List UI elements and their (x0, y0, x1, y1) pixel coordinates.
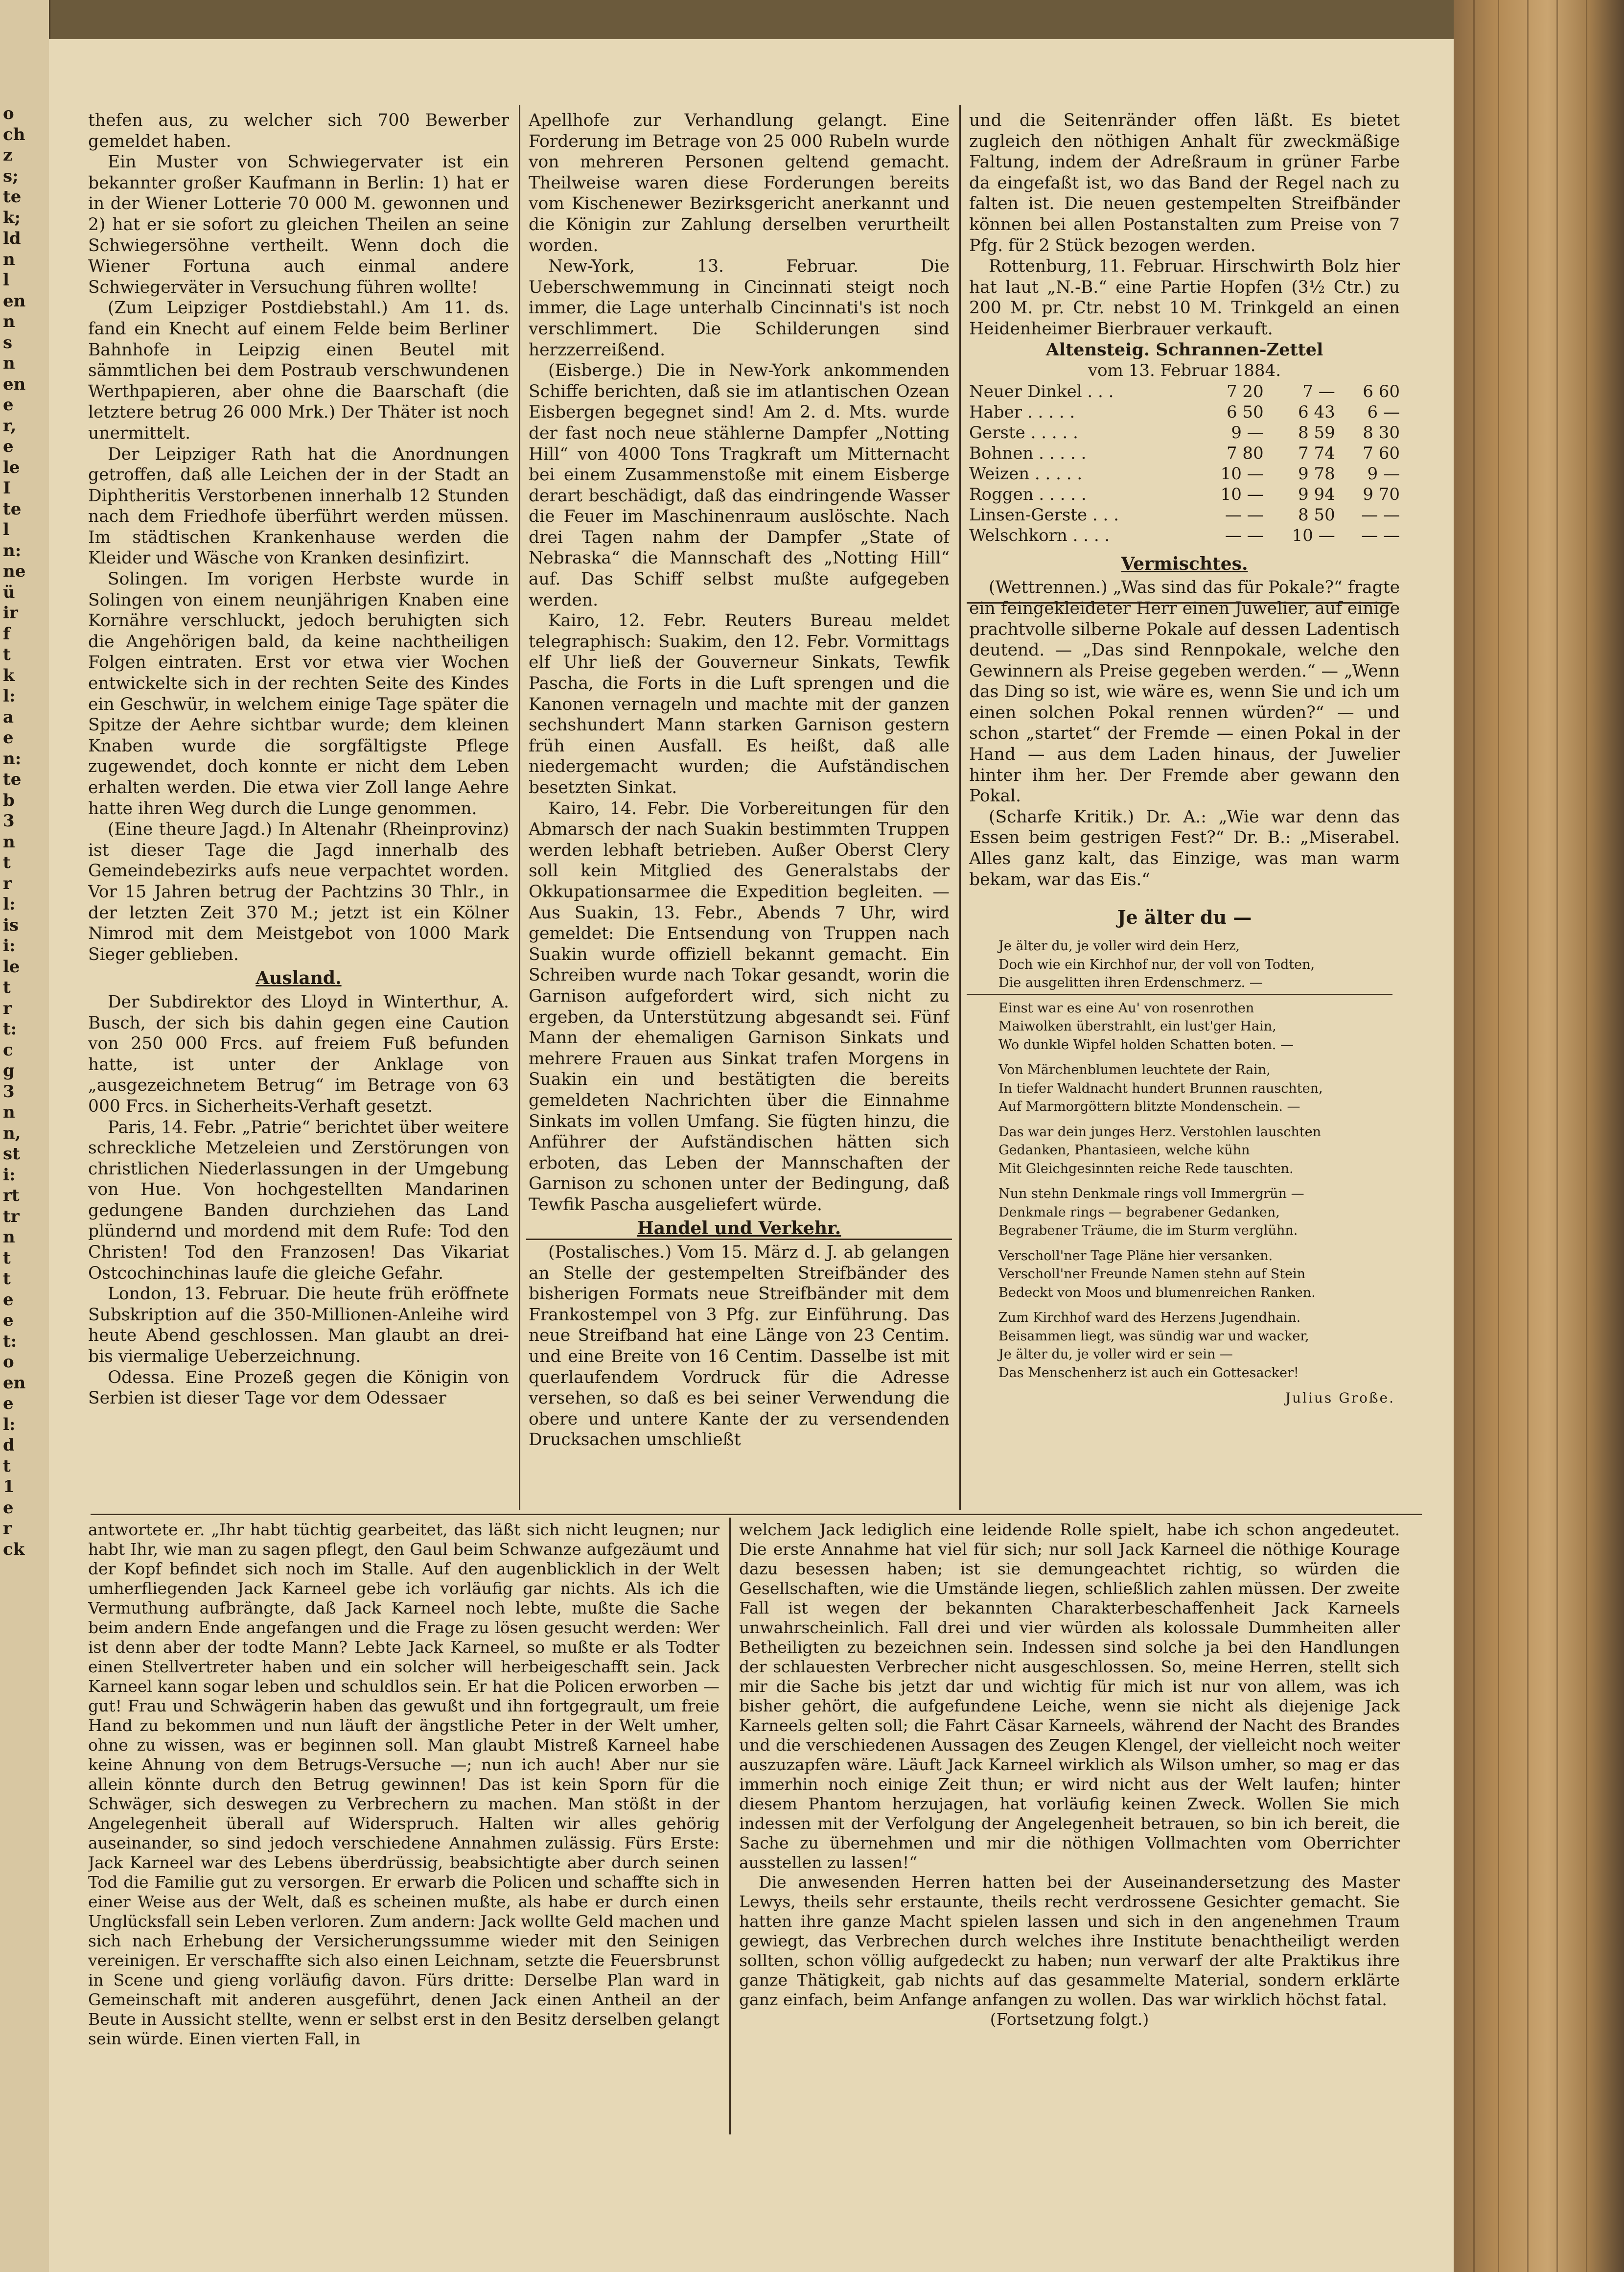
market-commodity: Bohnen . . . . . (969, 443, 1087, 463)
serial-right-p2: Die anwesenden Herren hatten bei der Auseinandersetzung des Master Lewys, theils sehr erstaunte, theils recht verdrossene Gesichter gemacht. Sie hatten ihre ganze Macht spielen lassen und sich in den angenehmen Traum gewiegt, das Verbrechen durch welches ihre Institute benachtheiligt werden sollten, schon völlig aufgedeckt zu haben; nun verwarf der alte Praktikus ihre ganze Thätigkeit, gab nichts auf das gesammelte Material, sondern erklärte ganz einfach, beim Anfange anfangen zu wollen. Das war wirklich höchst fatal. (739, 1873, 1400, 2009)
c1-p3: (Zum Leipziger Postdiebstahl.) Am 11. ds. fand ein Knecht auf einem Felde beim Berliner Bahnhofe in Leipzig einen Beutel mit sämmtlichen bei dem Postraub verschwundenen Werthpapieren, aber ohne die Baarschaft (die letztere betrug 26 000 Mrk.) Der Thäter ist noch unermittelt. (88, 298, 509, 443)
previous-page-fragment: l: (3, 686, 16, 706)
previous-page-fragment: rt (3, 1186, 20, 1205)
previous-page-fragment: ck (3, 1539, 25, 1559)
c1-p10: Odessa. Eine Prozeß gegen die Königin von Serbien ist dieser Tage vor dem Odessaer (88, 1367, 509, 1408)
poem-stanza (998, 1061, 1400, 1116)
previous-page-fragment: r (3, 1519, 12, 1538)
previous-page-fragment: b (3, 790, 15, 810)
poem-line: Beisammen liegt, was sündig war und wacker, (998, 1328, 1309, 1344)
market-price: — — (1225, 525, 1264, 545)
market-price: 7 60 (1363, 443, 1400, 463)
c3-p1: und die Seitenränder offen läßt. Es bietet zugleich den nöthigen Anhalt für zweckmäßige Faltung, indem der Adreßraum in grüner Farbe da eingefaßt ist, wo das Band der Regel nach zu falten ist. Die neuen gestempelten Streifbänder können bei allen Postanstalten zum Preise von 7 Pfg. für 2 Stück bezogen werden. (969, 111, 1400, 256)
poem-line: Zum Kirchhof ward des Herzens Jugendhain. (998, 1310, 1301, 1326)
poem-line: Gedanken, Phantasieen, welche kühn (998, 1143, 1250, 1158)
previous-page-fragment: e (3, 395, 14, 415)
heading-ausland: Ausland. (255, 968, 342, 989)
previous-page-fragment: n (3, 1102, 15, 1122)
column-rule-3 (729, 1518, 731, 2134)
previous-page-fragment: c (3, 1040, 13, 1060)
previous-page-fragment: e (3, 1289, 14, 1310)
market-price: 9 78 (1298, 464, 1335, 484)
poem-line: Von Märchenblumen leuchtete der Rain, (998, 1062, 1271, 1078)
previous-page-fragment: s (3, 332, 13, 352)
column-1 (88, 110, 509, 1510)
market-commodity: Gerste . . . . . (969, 422, 1078, 443)
poem-stanza (998, 1309, 1400, 1382)
market-price: 10 — (1292, 525, 1335, 545)
previous-page-fragment: n (3, 832, 15, 852)
serial-right-p1: welchem Jack lediglich eine leidende Rolle spielt, habe ich schon angedeutet. Die erste Annahme hat viel für sich; nur soll Jack Karneel die nöthige Kourage dazu besessen haben; ist sie demungeachtet richtig, so würden die Gesellschaften, wie die Umstände liegen, schließlich zahlen müssen. Der zweite Fall ist wegen der bekannten Charakterbeschaffenheit Jack Karneels unwahrscheinlich. Fall drei und vier würden als kolossale Dummheiten aller Betheiligten zu bezeichnen sein. Indessen sind solche ja bei den Handlungen der schlauesten Verbrecher nicht ausgeschlossen. So, meine Herren, stellt sich mir die Sache bis jetzt dar und wichtig für mich ist nur von allem, was ich bisher gehört, die aufgefundene Leiche, wenn sie nicht als diejenige Jack Karneels gelten soll; die Fahrt Cäsar Karneels, während der Nacht des Brandes und die verschiedenen Aussagen des Zeugen Klengel, der vielleicht noch weiter auszuzapfen wäre. Läuft Jack Karneel wirklich als Wilson umher, so mag er das immerhin noch einige Zeit thun; er wird nicht aus der Welt laufen; hinter diesem Phantom herzujagen, hat vorläufig keinen Zweck. Wollen Sie mich indessen mit der Verfolgung der Angelegenheit betrauen, so bin ich bereit, die Sache zu übernehmen und mir die nöthigen Vollmachten vom Oberrichter ausstellen zu lassen!“ (739, 1520, 1400, 1872)
market-price: 7 — (1302, 381, 1335, 401)
previous-page-fragment: d (3, 1435, 15, 1455)
poem-stanza (998, 1247, 1400, 1302)
poem-line: Denkmale rings — begrabener Gedanken, (998, 1204, 1280, 1220)
market-price: 8 59 (1298, 422, 1335, 443)
poem-line: Begrabener Träume, die im Sturm verglühn. (998, 1223, 1298, 1239)
poem (969, 905, 1400, 1407)
previous-page-fragment: n (3, 249, 15, 269)
previous-page-fragment: tr (3, 1206, 20, 1226)
market-row (969, 484, 1400, 505)
serial-left-text: antwortete er. „Ihr habt tüchtig gearbeitet, das läßt sich nicht leugnen; nur habt Ihr, wie man zu sagen pflegt, den Gaul beim Schwanze aufgezäumt und der Kopf befindet sich noch im Stalle. Auf den augenblicklich in der Welt umherfliegenden Jack Karneel gebe ich vorläufig gar nichts. Als ich die Vermuthung aufbrängte, daß Jack Karneel noch lebte, mußte die Sache beim andern Ende angefangen und die Frage zu lösen gesucht werden: Wer ist denn aber der todte Mann? Lebte Jack Karneel, so mußte er als Todter einen Stellvertreter haben und ein solcher will herbeigeschafft sein. Jack Karneel kann sogar leben und schuldlos sein. Er hat die Policen erworben — gut! Frau und Schwägerin haben das gewußt und ihn fortgegrault, um freie Hand zu bekommen und nun läuft der ängstliche Peter in der Welt umher, ohne zu wissen, was er beginnen soll. Man glaubt Mistreß Karneel habe keine Ahnung von dem Betrugs-Versuche —; nun ich auch! Aber nur sie allein könnte durch den Betrug gewinnen! Das ist kein Sporn für die Schwäger, sich deswegen zu Verbrechern zu machen. Man stößt in der Angelegenheit überall auf Widerspruch. Halten wir alles gehörig auseinander, so sind jedoch verschiedene Annahmen zulässig. Fürs Erste: Jack Karneel war des Lebens überdrüssig, beabsichtigte aber durch seinen Tod die Familie gut zu versorgen. Er erwarb die Policen und schaffte sich in einer Weise aus der Welt, daß es scheinen mußte, als habe er durch einen Unglücksfall sein Leben verloren. Zum andern: Jack wollte Geld machen und sich nach Erhebung der Versicherungssumme wieder mit den Seinigen vereinigen. Er verschaffte sich also einen Leichnam, setzte die Feuersbrunst in Scene und gieng vorläufig davon. Fürs dritte: Derselbe Plan ward in Gemeinschaft mit anderen ausgeführt, denen Jack einen Antheil an der Beute in Aussicht stellte, wenn er selbst erst in den Besitz derselben gelangt sein würde. Einen vierten Fall, in (88, 1520, 719, 2048)
market-price: 9 — (1367, 464, 1400, 484)
market-title: Altensteig. Schrannen-Zettel (1045, 339, 1323, 360)
heading-vermischtes: Vermischtes. (1121, 553, 1248, 574)
previous-page-fragment: le (3, 457, 20, 477)
serial-right (739, 1520, 1400, 2137)
market-commodity: Neuer Dinkel . . . (969, 381, 1114, 401)
previous-page-fragment: k; (3, 208, 21, 228)
c3-p3: (Wettrennen.) „Was sind das für Pokale?“ fragte ein feingekleideter Herr einen Juwelier, auf einige prachtvolle silberne Pokale auf dessen Ladentisch deutend. — „Das sind Rennpokale, welche den Gewinnern als Preise gegeben werden.“ — „Wenn das Ding so ist, wie wäre es, wenn Sie und ich um einen solchen Pokal rennen würden?“ — und schon „startet“ der Fremde — einen Pokal in der Hand — aus dem Laden hinaus, der Juwelier hinter ihm her. Der Fremde aber gewann den Pokal. (969, 578, 1400, 806)
previous-page-fragment: e (3, 1394, 14, 1413)
c2-p6: (Postalisches.) Vom 15. März d. J. ab gelangen an Stelle der gestempelten Streifbänder des bisherigen Formats neue Streifbänder mit dem Frankostempel von 3 Pfg. zur Einführung. Das neue Streifband hat eine Länge von 23 Centim. und eine Breite von 16 Centim. Dasselbe ist mit querlaufendem Vordruck für die Adresse versehen, so daß es bei seiner Verwendung die obere und untere Kante der zu versendenden Drucksachen umschließt (529, 1242, 950, 1450)
poem-line: Je älter du, je voller wird dein Herz, (998, 938, 1240, 954)
previous-page-fragment: i: (3, 1165, 16, 1185)
heading-handel: Handel und Verkehr. (637, 1218, 841, 1239)
poem-line: Auf Marmorgöttern blitzte Mondenschein. — (998, 1099, 1300, 1115)
previous-page-fragment: ld (3, 229, 21, 248)
poem-stanza (998, 1123, 1400, 1178)
c2-p2: New-York, 13. Februar. Die Ueberschwemmung in Cincinnati steigt noch immer, die Lage unterhalb Cincinnati's ist noch verschlimmert. Die Schilderungen sind herzzerreißend. (529, 257, 950, 360)
previous-page-edge (0, 0, 50, 2272)
serial-left (88, 1520, 719, 2137)
previous-page-fragment: 1 (3, 1477, 15, 1497)
poem-line: Wo dunkle Wipfel holden Schatten boten. — (998, 1037, 1294, 1053)
poem-line: Verscholl'ner Freunde Namen stehn auf Stein (998, 1266, 1306, 1282)
previous-page-fragment: l (3, 520, 9, 539)
poem-line: Nun stehn Denkmale rings voll Immergrün — (998, 1186, 1304, 1202)
poem-title: Je älter du — (1117, 906, 1252, 929)
poem-author: Julius Große. (1285, 1390, 1395, 1406)
previous-page-fragment: t (3, 1456, 11, 1476)
previous-page-fragment: r, (3, 416, 17, 436)
market-row (969, 464, 1400, 484)
market-price: — — (1361, 525, 1400, 545)
c1-p2: Ein Muster von Schwiegervater ist ein bekannter großer Kaufmann in Berlin: 1) hat er in der Wiener Lotterie 70 000 M. gewonnen und 2) hat er sie sofort zu gleichen Theilen an seine Schwiegersöhne vertheilt. Wenn doch die Wiener Fortuna auch einmal andere Schwiegerväter in Versuchung führen wollte! (88, 152, 509, 297)
market-price: 9 — (1231, 422, 1264, 443)
previous-page-fragment: t (3, 645, 11, 664)
poem-line: Das Menschenherz ist auch ein Gottesacker! (998, 1365, 1299, 1381)
previous-page-fragment: r (3, 998, 12, 1018)
market-row (969, 402, 1400, 422)
previous-page-fragment: n (3, 353, 15, 373)
market-price: 10 — (1220, 464, 1264, 484)
previous-page-fragment: en (3, 291, 26, 311)
previous-page-fragment: o (3, 104, 14, 123)
previous-page-fragment: z (3, 145, 13, 165)
c1-p7: Der Subdirektor des Lloyd in Winterthur, A. Busch, der sich bis dahin gegen eine Caution von 250 000 Frcs. auf freiem Fuß befunden hatte, ist unter der Anklage von „ausgezeichnetem Betrug“ im Betrage von 63 000 Frcs. in Sicherheits-Verhaft gesetzt. (88, 992, 509, 1116)
poem-line: Einst war es eine Au' von rosenrothen (998, 1000, 1254, 1016)
previous-page-fragment: g (3, 1061, 15, 1080)
previous-page-fragment: t (3, 853, 11, 872)
poem-line: Verscholl'ner Tage Pläne hier versanken. (998, 1248, 1273, 1264)
previous-page-fragment: i: (3, 936, 16, 956)
market-commodity: Linsen-Gerste . . . (969, 505, 1119, 525)
column-2 (529, 110, 950, 1510)
previous-page-fragment: f (3, 624, 10, 644)
previous-page-fragment: e (3, 1311, 14, 1330)
previous-page-fragment: e (3, 1498, 14, 1518)
poem-line: Maiwolken überstrahlt, ein lust'ger Hain, (998, 1019, 1276, 1034)
market-price: 7 20 (1226, 381, 1264, 401)
serial-continued: (Fortsetzung folgt.) (990, 2010, 1149, 2029)
market-row (969, 422, 1400, 443)
poem-line: Die ausgelitten ihren Erdenschmerz. — (998, 975, 1263, 991)
previous-page-fragment: le (3, 957, 20, 977)
previous-page-fragment: ü (3, 582, 15, 602)
previous-page-fragment: r (3, 873, 12, 893)
c1-p1: thefen aus, zu welcher sich 700 Bewerber gemeldet haben. (88, 111, 509, 151)
market-price: 8 30 (1363, 422, 1400, 443)
previous-page-fragment: n (3, 1227, 15, 1247)
previous-page-fragment: 3 (3, 811, 15, 831)
previous-page-fragment: n (3, 312, 15, 331)
market-row (969, 525, 1400, 546)
poem-line: Doch wie ein Kirchhof nur, der voll von Todten, (998, 957, 1315, 972)
previous-page-fragment: te (3, 499, 22, 519)
previous-page-fragment: t: (3, 1331, 17, 1351)
c1-p8: Paris, 14. Febr. „Patrie“ berichtet über weitere schreckliche Metzeleien und Zerstörungen von christlichen Niederlassungen in der Umgebung von Hue. Von hochgestellten Mandarinen gedungene Banden durchziehen das Land plündernd und mordend mit dem Rufe: Tod den Christen! Tod den Franzosen! Das Vikariat Ostcochinchinas laufe die gleiche Gefahr. (88, 1117, 509, 1283)
previous-page-fragment: k (3, 665, 15, 685)
section-rule (91, 1514, 1422, 1515)
market-price: 7 80 (1226, 443, 1264, 463)
column-rule-1 (519, 105, 520, 1510)
previous-page-fragment: ne (3, 562, 26, 581)
c2-p3: (Eisberge.) Die in New-York ankommenden Schiffe berichten, daß sie im atlantischen Ozean Eisbergen begegnet sind! Am 2. d. Mts. wurde der fast noch neue stählerne Dampfer „Notting Hill“ von 4000 Tons Tragkraft um Mitternacht bei einem Zusammenstoße mit einem Eisberge derart beschädigt, daß das eindringende Wasser die Feuer im Maschinenraum auslöschte. Nach drei Tagen nahm der Dampfer „State of Nebraska“ die Mannschaft des „Notting Hill“ auf. Das Schiff selbst mußte aufgegeben werden. (529, 361, 950, 610)
previous-page-fragment: en (3, 374, 26, 394)
previous-page-fragment: a (3, 707, 14, 727)
c3-p4: (Scharfe Kritik.) Dr. A.: „Wie war denn das Essen beim gestrigen Fest?“ Dr. B.: „Miserabel. Alles ganz kalt, das Einzige, was man warm bekam, war das Eis.“ (969, 807, 1400, 890)
c1-p5: Solingen. Im vorigen Herbste wurde in Solingen von einem neunjährigen Knaben eine Kornähre verschluckt, jedoch beruhigten sich die Angehörigen bald, da keine nachtheiligen Folgen eintraten. Erst vor etwa vier Wochen entwickelte sich in der rechten Seite des Kindes ein Geschwür, in welchem einige Tage später die Spitze der Aehre sichtbar wurde; dem kleinen Knaben wurde die sorgfältigste Pflege zugewendet, doch konnte er nicht dem Leben erhalten werden. Die etwa vier Zoll lange Aehre hatte ihren Weg durch die Lunge genommen. (88, 569, 509, 819)
poem-line: In tiefer Waldnacht hundert Brunnen rauschten, (998, 1080, 1323, 1096)
previous-page-fragment: st (3, 1144, 20, 1164)
previous-page-fragment: t (3, 978, 11, 997)
market-commodity: Weizen . . . . . (969, 464, 1083, 484)
book-page-edges (1454, 0, 1624, 2272)
poem-line: Je älter du, je voller wird er sein — (998, 1347, 1233, 1362)
column-3 (969, 110, 1400, 1510)
c1-p4: Der Leipziger Rath hat die Anordnungen getroffen, daß alle Leichen der in der Stadt an Diphtheritis Verstorbenen innerhalb 12 Stunden nach dem Friedhofe überführt werden müssen. Im städtischen Krankenhause werden die Kleider und Wäsche von Kranken desinfizirt. (88, 444, 509, 568)
poem-line: Bedeckt von Moos und blumenreichen Ranken. (998, 1285, 1316, 1300)
previous-page-fragment: ir (3, 603, 18, 623)
c1-p9: London, 13. Februar. Die heute früh eröffnete Subskription auf die 350-Millionen-Anleihe wird heute Abend geschlossen. Man glaubt an drei- bis viermalige Ueberzeichnung. (88, 1284, 509, 1367)
previous-page-fragment: t (3, 1248, 11, 1268)
market-price: 9 94 (1298, 484, 1335, 504)
poem-stanza (998, 999, 1400, 1054)
market-price: 6 43 (1298, 402, 1335, 422)
c2-p1: Apellhofe zur Verhandlung gelangt. Eine Forderung im Betrage von 25 000 Rubeln wurde von mehreren Personen geltend gemacht. Theilweise waren diese Forderungen bereits vom Kischenewer Bezirksgericht anerkannt und die Königin zur Zahlung derselben verurtheilt worden. (529, 111, 950, 256)
previous-page-fragment: l: (3, 894, 16, 914)
previous-page-fragment: n: (3, 540, 22, 561)
market-row (969, 381, 1400, 402)
c1-p6: (Eine theure Jagd.) In Altenahr (Rheinprovinz) ist dieser Tage die Jagd innerhalb des Gemeindebezirks aufs neue verpachtet worden. Vor 15 Jahren betrug der Pachtzins 30 Thlr., in der letzten Zeit 370 M.; jetzt ist ein Kölner Nimrod mit dem Meistgebot von 1000 Mark Sieger geblieben. (88, 820, 509, 964)
previous-page-fragment: 3 (3, 1081, 15, 1101)
previous-page-fragment: is (3, 915, 19, 935)
market-price: — — (1361, 505, 1400, 525)
c2-p4: Kairo, 12. Febr. Reuters Bureau meldet telegraphisch: Suakim, den 12. Febr. Vormittags elf Uhr ließ der Gouverneur Sinkats, Tewfik Pascha, die Forts in die Luft sprengen und die Kanonen vernageln und machte mit der ganzen sechshundert Mann starken Garnison gestern früh einen Ausfall. Es heißt, daß alle niedergemacht wurden; die Aufständischen besetzten Sinkat. (529, 611, 950, 797)
c3-p2: Rottenburg, 11. Februar. Hirschwirth Bolz hier hat laut „N.-B.“ eine Partie Hopfen (3½ Ctr.) zu 200 M. pr. Ctr. nebst 10 M. Trinkgeld an einen Heidenheimer Bierbrauer verkauft. (969, 257, 1400, 339)
market-price: 6 — (1367, 402, 1400, 422)
market-price: 10 — (1220, 484, 1264, 504)
previous-page-fragment: e (3, 437, 14, 456)
previous-page-fragment: en (3, 1373, 26, 1393)
market-price: 6 60 (1363, 381, 1400, 401)
market-commodity: Roggen . . . . . (969, 484, 1087, 504)
column-rule-2 (959, 105, 961, 1510)
previous-page-fragment: n, (3, 1123, 21, 1143)
previous-page-fragment: t: (3, 1019, 17, 1039)
previous-page-fragment: s; (3, 166, 19, 186)
poem-stanza (998, 1185, 1400, 1240)
c2-p5: Kairo, 14. Febr. Die Vorbereitungen für den Abmarsch der nach Suakin bestimmten Truppen werden lebhaft betrieben. Außer Oberst Clery soll kein Mitglied des Generalstabs der Okkupationsarmee die Expedition begleiten. — Aus Suakin, 13. Febr., Abends 7 Uhr, wird gemeldet: Die Entsendung von Truppen nach Suakin wurde offiziell bekannt gemacht. Ein Schreiben wurde nach Tokar gesandt, worin die Garnison aufgefordert wird, sich nicht zu ergeben, da Unterstützung abgesandt sei. Fünf Mann der ehemaligen Garnison Sinkats und mehrere Frauen aus Sinkat trafen Morgens in Suakin ein und bestätigten die bereits gemeldeten Nachrichten über die Einnahme Sinkats im vollen Umfang. Sie fügten hinzu, die Anführer der Aufständischen hätten sich erboten, das Leben der Mannschaften der Garnison zu schonen unter der Bedingung, daß Tewfik Pascha ausgeliefert würde. (529, 798, 950, 1215)
market-commodity: Welschkorn . . . . (969, 525, 1110, 545)
market-row (969, 443, 1400, 464)
market-price: 9 70 (1363, 484, 1400, 504)
market-price: 8 50 (1298, 505, 1335, 525)
previous-page-fragment: te (3, 770, 22, 789)
market-price: 6 50 (1226, 402, 1264, 422)
previous-page-fragment: e (3, 728, 14, 748)
previous-page-fragment: te (3, 187, 22, 207)
previous-page-fragment: ch (3, 124, 25, 144)
market-price: — — (1225, 505, 1264, 525)
previous-page-fragment: I (3, 478, 11, 498)
market-price-table (969, 381, 1400, 546)
market-commodity: Haber . . . . . (969, 402, 1075, 422)
market-date: vom 13. Februar 1884. (1088, 361, 1281, 381)
poem-line: Mit Gleichgesinnten reiche Rede tauschten. (998, 1161, 1294, 1176)
previous-page-fragment: o (3, 1352, 14, 1372)
previous-page-fragment: l (3, 270, 9, 290)
market-row (969, 505, 1400, 525)
poem-stanza (998, 937, 1400, 992)
poem-line: Das war dein junges Herz. Verstohlen lauschten (998, 1124, 1321, 1140)
market-price: 7 74 (1298, 443, 1335, 463)
previous-page-fragment: l: (3, 1414, 16, 1434)
previous-page-fragment: n: (3, 749, 22, 769)
previous-page-fragment: t (3, 1269, 11, 1288)
